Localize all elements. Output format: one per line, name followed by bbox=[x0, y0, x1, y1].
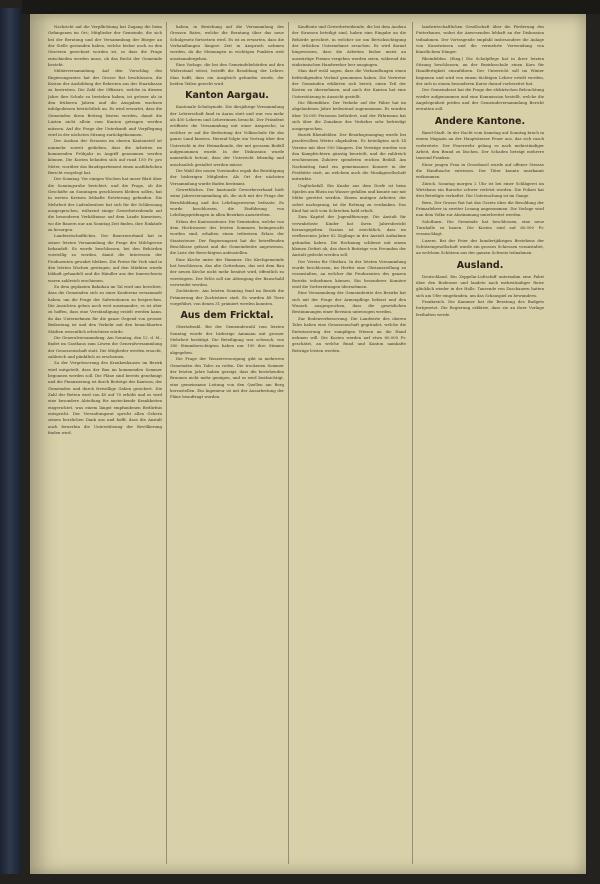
article-paragraph: Zürich. Sonntag morgen 2 Uhr ist bei einer Schlägerei im Wirtshaus ein Bursche schwer verletzt worden. Die Polizei hat drei Beteiligte verhaftet. Die Untersuchung ist im Gange. bbox=[416, 180, 544, 199]
column-3 bbox=[292, 24, 406, 864]
article-paragraph: Zuchtstiere. Am letzten Sonntag fand im Bezirk die Prämierung der Zuchtstiere statt. Es wurden 48 Tiere vorgeführt, von denen 31 prämiert werden konnten. bbox=[170, 288, 284, 307]
article-paragraph: Kantonale Schulsynode. Die diesjährige Versammlung der Lehrerschaft fand in Aarau statt und war von mehr als 400 Lehrern und Lehrerinnen besucht. Der Präsident eröffnete die Versammlung mit einer Ansprache, in welcher er auf die Bedeutung der Volksschule für das ganze Land hinwies. Hierauf folgte ein Vortrag über den Unterricht in der Heimatkunde, der mit grossem Beifall aufgenommen wurde. In der Diskussion wurde namentlich betont, dass der Unterricht lebendig und anschaulich gestaltet werden müsse. bbox=[170, 104, 284, 167]
article-paragraph: Die Generalversammlung. Am Sonntag, den 12. d. M., findet im Gasthaus zum Löwen die Generalversammlung der Genossenschaft statt. Die Mitglieder werden ersucht, zahlreich und pünktlich zu erscheinen. bbox=[48, 334, 162, 359]
article-paragraph: Bern. Der Grosse Rat hat das Gesetz über die Besoldung der Primarlehrer in zweiter Lesung angenommen. Die Vorlage wird nun dem Volke zur Abstimmung unterbreitet werden. bbox=[416, 199, 544, 218]
article-paragraph: Frankreich. Die Kammer hat die Beratung des Budgets fortgesetzt. Die Regierung erklärte, dass sie an ihrer Vorlage festhalten werde. bbox=[416, 299, 544, 317]
article-paragraph: Gewerbliches. Der kantonale Gewerbeverband hielt seine Jahresversammlung ab, die sich mit der Frage der Berufsbildung und des Lehrlingswesens befasste. Es wurde beschlossen, die Einführung von Lehrlingsprüfungen in allen Bezirken anzustreben. bbox=[170, 186, 284, 218]
article-paragraph: Zu dem geplanten Bahnbau im Tal wird uns berichtet, dass die Gemeinden sich zu einer Konferenz versammelt haben, um die Frage der Subventionen zu besprechen. Die Ansichten gehen noch weit auseinander; es ist aber zu hoffen, dass eine Verständigung erzielt werden kann, da das Unternehmen für die ganze Gegend von grosser Bedeutung ist und den Verkehr mit den benachbarten Städten wesentlich erleichtern würde. bbox=[48, 284, 162, 334]
article-paragraph: Der Sonntag. Vor einigen Wochen hat unser Blatt über die Sonntagsruhe berichtet, und die Frage, ob die Geschäfte an Sonntagen geschlossen bleiben sollen, hat in weiten Kreisen lebhafte Erörterung gefunden. Die Mehrheit der Ladenbesitzer hat sich für die Schliessung ausgesprochen, während einige Gewerbetreibende auf die besonderen Verhältnisse auf dem Lande hinweisen, wo die Bauern nur am Sonntag Zeit finden, ihre Einkäufe zu besorgen. bbox=[48, 176, 162, 232]
article-paragraph: Die Frage der Wasserversorgung gibt in mehreren Gemeinden des Tales zu reden. Die trockenen Sommer der letzten Jahre haben gezeigt, dass die bestehenden Brunnen nicht mehr genügen, und es wird beabsichtigt, eine gemeinsame Leitung von den Quellen am Berg herzustellen. Ein Ingenieur ist mit der Ausarbeitung der Pläne beauftragt worden. bbox=[170, 356, 284, 400]
section-heading: Andere Kantone. bbox=[434, 115, 526, 127]
newspaper-page bbox=[30, 14, 586, 874]
article-paragraph: Man darf wohl sagen, dass die Verhandlungen einen befriedigenden Verlauf genommen haben. Die Vertreter der Gemeinden erklärten sich bereit, einen Teil der Kosten zu übernehmen, und auch der Kanton hat eine Unterstützung in Aussicht gestellt. bbox=[292, 68, 406, 99]
article-paragraph: Der Verein für Obstbau. In der letzten Versammlung wurde beschlossen, im Herbst eine Obstausstellung zu veranstalten, an welcher die Produzenten des ganzen Bezirks teilnehmen können. Ein besonderes Komitee wird die Vorbereitungen übernehmen. bbox=[292, 258, 406, 290]
section-heading: Kanton Aargau. bbox=[185, 90, 269, 102]
column-1 bbox=[48, 24, 162, 864]
article-paragraph: Unglücksfall. Ein Knabe aus dem Dorfe ist beim Spielen am Rhein ins Wasser gefallen und konnte nur mit Mühe gerettet werden. Einem mutigen Arbeiter, der sofort nachsprang, ist die Rettung zu verdanken. Das Kind hat sich vom Schrecken bald erholt. bbox=[292, 182, 406, 213]
article-paragraph: Nachricht auf die Verpflichtung hat Zugang die beim Gefangenen im Ort; Mitglieder der Gemeinde, die sich bei der Beratung und der Versammlung der Bürger an der Stelle gestanden haben, welche bisher noch zu den Gesetzen gerechnet worden ist, so dass die Frage entschieden werden muss, ob das Recht der Gemeinde besteht. bbox=[48, 24, 162, 68]
article-paragraph: Die Wahl des neuen Vorstandes ergab die Bestätigung der bisherigen Mitglieder. Als Ort der nächsten Versammlung wurde Baden bestimmt. bbox=[170, 167, 284, 186]
section-heading: Aus dem Fricktal. bbox=[180, 310, 274, 322]
article-paragraph: Bezirk Rheinfelden. Der Bezirksgesangtag wurde bei prachtvollem Wetter abgehalten. Es beteiligten sich 14 Vereine mit über 500 Sängern. Die Vorträge wurden von den Kampfrichtern günstig beurteilt, und die zahlreich erschienenen Zuhörer spendeten reichen Beifall. Am Nachmittag fand ein gemeinsames Konzert in der Festhütte statt, an welchem auch die Musikgesellschaft mitwirkte. bbox=[292, 131, 406, 182]
article-paragraph: Eine Versammlung der Gemeinderäte des Bezirks hat sich mit der Frage der Armenpflege befasst und den Wunsch ausgesprochen, dass die gesetzlichen Bestimmungen einer Revision unterzogen werden. bbox=[292, 290, 406, 315]
article-paragraph: Rheinfelden. (Eing.) Die Schulpflege hat in ihrer letzten Sitzung beschlossen, an der Bezirksschule einen Kurs für Handfertigkeit einzuführen. Der Unterricht soll im Winter beginnen und wird von einem tüchtigen Lehrer erteilt werden, der sich in einem besonderen Kurse darauf vorbereitet hat. bbox=[416, 55, 544, 87]
column-4 bbox=[416, 24, 544, 864]
article-paragraph: Solothurn. Die Gemeinde hat beschlossen, eine neue Turnhalle zu bauen. Die Kosten sind auf 60.000 Fr. veranschlagt. bbox=[416, 218, 544, 237]
column-rule bbox=[166, 22, 167, 864]
article-paragraph: Der Ausbau der Strassen im oberen Kantonsteil ist nunmehr soweit gediehen, dass die Arbeiten im kommenden Frühjahr in Angriff genommen werden können. Die Kosten belaufen sich auf rund 150 Fr. pro Meter, worüber das Baudepartement einen ausführlichen Bericht vorgelegt hat. bbox=[48, 138, 162, 175]
article-paragraph: Deutschland. Ein Zeppelin-Luftschiff unternahm eine Fahrt über den Bodensee und landete nach mehrstündiger Reise glücklich wieder in der Halle. Tausende von Zuschauern hatten sich am Ufer eingefunden, um das Schauspiel zu bewundern. bbox=[416, 273, 544, 298]
article-paragraph: Zum Kapitel der Jugendfürsorge. Die Anstalt für verwahrloste Kinder hat ihren Jahresbericht herausgegeben. Daraus ist ersichtlich, dass im verflossenen Jahre 62 Zöglinge in der Anstalt Aufnahme gefunden haben. Die Rechnung schliesst mit einem kleinen Defizit ab, das durch Beiträge von Freunden der Anstalt gedeckt werden soll. bbox=[292, 214, 406, 258]
article-paragraph: Kaufleute und Gewerbetreibende, die bei dem Ausbau der Strassen beteiligt sind, haben eine Eingabe an die Behörde gerichtet, in welcher sie um Berücksichtigung der örtlichen Unternehmer ersuchen. Es wird darauf hingewiesen, dass die Arbeiten bisher meist an auswärtige Firmen vergeben worden seien, während die einheimischen Handwerker leer ausgingen. bbox=[292, 24, 406, 68]
article-paragraph: landwirtschaftlichen Gesellschaft über die Förderung des Futterbaues, wobei die Anwesenden lebhaft an der Diskussion teilnahmen. Der Vortragende empfahl insbesondere die Anlage von Kunstwiesen und die vermehrte Verwendung von künstlichem Dünger. bbox=[416, 24, 544, 55]
article-paragraph: Luzern. Bei der Feier des hundertjährigen Bestehens der Schützengesellschaft wurde ein grosses Schiessen veranstaltet, an welchem Schützen aus der ganzen Schweiz teilnahmen. bbox=[416, 237, 544, 256]
article-paragraph: Zu der Vergrösserung des Krankenhauses im Bezirk wird mitgeteilt, dass der Bau im kommenden Sommer begonnen werden soll. Die Pläne sind bereits genehmigt und die Finanzierung ist durch Beiträge des Kantons, der Gemeinden und durch freiwillige Gaben gesichert. Die Zahl der Betten wird von 40 auf 70 erhöht und es wird eine besondere Abteilung für ansteckende Krankheiten eingerichtet, was einem längst empfundenen Bedürfnis entspricht. Der Verwaltungsrat spricht allen Gebern seinen herzlichen Dank aus und hofft, dass die Anstalt auch fernerhin die Unterstützung der Bevölkerung finden wird. bbox=[48, 360, 162, 435]
article-paragraph: Militärversammlung. Auf den Vorschlag des Regierungsrates hat der Grosse Rat beschlossen, die Kosten der Ausbildung der Rekruten aus der Staatskasse zu bestreiten. Die Zahl der Offiziere, welche in diesem Jahre ihre Schule zu bestehen haben, ist grösser als in den früheren Jahren und die Ausgaben wachsen infolgedessen beträchtlich an. Es wird erwartet, dass die Gemeinden ihren Beitrag leisten werden, damit die Lasten nicht allein vom Kanton getragen werden müssen. Auf die Frage der Unterkunft und Verpflegung wird in der nächsten Sitzung zurückgekommen. bbox=[48, 68, 162, 137]
column-rule bbox=[288, 22, 289, 864]
section-heading: Ausland. bbox=[456, 259, 504, 271]
article-paragraph: Landwirtschaftliches. Der Bauernverband hat in seiner letzten Versammlung die Frage der Milchpreise behandelt. Es wurde beschlossen, bei den Behörden vorstellig zu werden, damit die Interessen der Produzenten gewahrt bleiben. Die Preise für Vieh sind in den letzten Wochen gestiegen; auf den Märkten wurde lebhaft gehandelt und die Händler aus der Innerschweiz waren zahlreich erschienen. bbox=[48, 233, 162, 283]
article-paragraph: Basel-Stadt. In der Nacht vom Samstag auf Sonntag brach in einem Magazin an der Hauptstrasse Feuer aus, das sich rasch verbreitete. Der Feuerwehr gelang es nach mehrstündiger Arbeit, den Brand zu löschen. Der Schaden beträgt mehrere tausend Franken. bbox=[416, 129, 544, 161]
article-paragraph: Eine Vorlage, die bei den Gemeindebehörden auf den Widerstand stösst, betrifft die Besoldung der Lehrer. Man hofft, dass ein Ausgleich gefunden werde, der beiden Teilen gerecht wird. bbox=[170, 62, 284, 87]
article-paragraph: Die Rheinfähre. Der Verkehr auf der Fähre hat im abgelaufenen Jahre bedeutend zugenommen. Es wurden über 16.000 Personen befördert, und der Fährmann hat sich über die Zunahme des Verkehrs sehr befriedigt ausgesprochen. bbox=[292, 100, 406, 131]
article-paragraph: Zur Bodenverbesserung. Die Landwirte des oberen Tales haben eine Genossenschaft gegründet, welche die Entwässerung der sumpfigen Wiesen an die Hand nehmen will. Die Kosten werden auf etwa 80.000 Fr. geschätzt, an welche Bund und Kanton namhafte Beiträge leisten werden. bbox=[292, 315, 406, 353]
article-paragraph: Eine Kirche unter der Hammer. Die Kirchgemeinde hat beschlossen, das alte Gotteshaus, das seit dem Bau der neuen Kirche nicht mehr benützt wird, öffentlich zu versteigern. Der Erlös soll zur Abtragung der Bauschuld verwendet werden. bbox=[170, 256, 284, 288]
article-paragraph: Erlass der Kantonssteuer. Die Gemeinden, welche von dem Hochwasser des letzten Sommers heimgesucht worden sind, erhalten einen teilweisen Erlass der Staatssteuer. Der Regierungsrat hat die betreffenden Beschlüsse gefasst und die Gemeinderäte angewiesen, die Liste der Berechtigten aufzustellen. bbox=[170, 218, 284, 256]
column-rule bbox=[412, 22, 413, 864]
page-top-edge bbox=[22, 0, 600, 14]
book-binding bbox=[0, 8, 22, 874]
article-paragraph: Einer jungen Frau in Grossbasel wurde auf offener Strasse die Handtasche entrissen. Der Täter konnte unerkannt entkommen. bbox=[416, 161, 544, 180]
article-paragraph: haben, in Beziehung auf die Versammlung des Grossen Rates, welche die Beratung über das neue Schulgesetz fortsetzen wird. Es ist zu erwarten, dass die Verhandlungen längere Zeit in Anspruch nehmen werden, da die Meinungen in wichtigen Punkten weit auseinandergehen. bbox=[170, 24, 284, 61]
article-paragraph: Obertalwahl. Bei der Gemeindewahl vom letzten Sonntag wurde der bisherige Ammann mit grosser Mehrheit bestätigt. Die Beteiligung war schwach; von 380 Stimmberechtigten haben nur 190 ihre Stimme abgegeben. bbox=[170, 324, 284, 355]
article-paragraph: Der Gemeinderat hat die Frage der elektrischen Beleuchtung wieder aufgenommen und eine Kommission bestellt, welche die Angelegenheit prüfen und der Gemeindeversammlung Bericht erstatten soll. bbox=[416, 87, 544, 112]
column-2 bbox=[170, 24, 284, 864]
